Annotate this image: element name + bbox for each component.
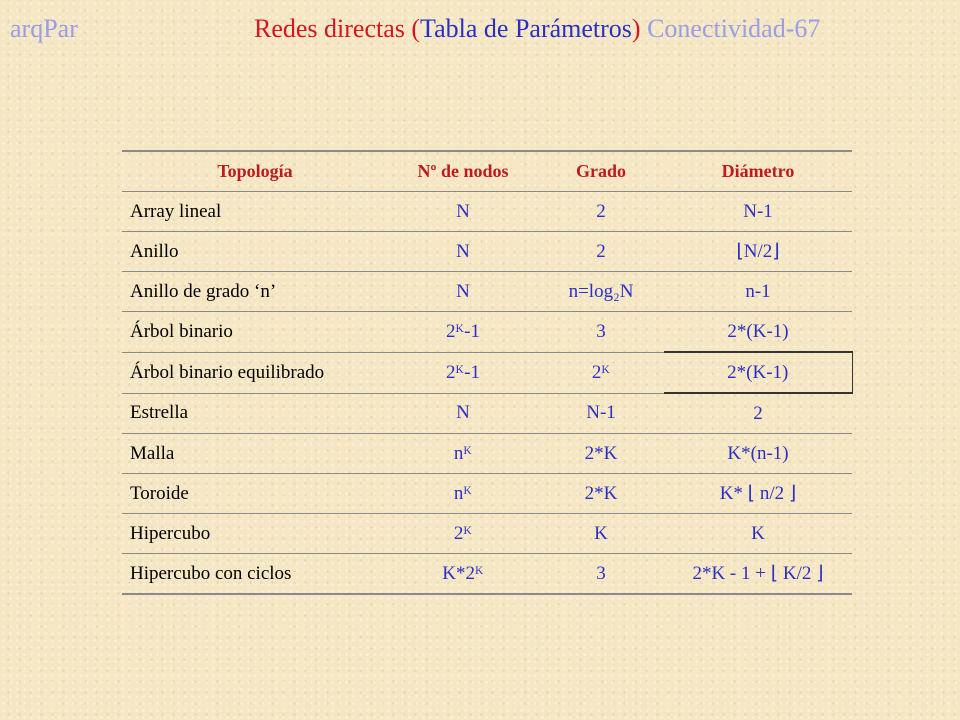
table-row: [122, 393, 852, 434]
cell-diameter: K*(n-1): [664, 434, 852, 474]
cell-degree: 2: [538, 192, 664, 232]
cell-degree: 2*K: [538, 434, 664, 474]
cell-nodes: nᴷ: [388, 434, 538, 474]
cell-degree: 2ᴷ: [538, 352, 664, 393]
title-part-2: Tabla de Parámetros: [420, 14, 632, 43]
cell-nodes: K*2ᴷ: [388, 554, 538, 595]
cell-topology: Hipercubo con ciclos: [122, 554, 388, 595]
cell-topology: Árbol binario equilibrado: [122, 352, 388, 393]
cell-nodes: N: [388, 232, 538, 272]
cell-nodes: 2ᴷ-1: [388, 312, 538, 353]
cell-nodes: 2ᴷ: [388, 514, 538, 554]
column-header-topology: Topología: [122, 151, 388, 192]
cell-diameter: K* ⌊ n/2 ⌋: [664, 474, 852, 514]
table-row: [122, 312, 852, 353]
cell-nodes: N: [388, 192, 538, 232]
table-header-row: [122, 151, 852, 192]
table-row: [122, 232, 852, 272]
cell-diameter: n-1: [664, 272, 852, 312]
table-row: [122, 192, 852, 232]
table-row: [122, 514, 852, 554]
column-header-nodes: Nº de nodos: [388, 151, 538, 192]
cell-degree: 3: [538, 312, 664, 353]
header-course-label: arqPar: [10, 14, 78, 43]
cell-diameter: ⌊N/2⌋: [664, 232, 852, 272]
cell-topology: Malla: [122, 434, 388, 474]
cell-degree: 3: [538, 554, 664, 595]
table-row: [122, 352, 852, 393]
header-section-label: Conectividad-67: [647, 14, 821, 43]
cell-topology: Anillo de grado ‘n’: [122, 272, 388, 312]
table-row: [122, 272, 852, 312]
cell-nodes: 2ᴷ-1: [388, 352, 538, 393]
parameters-table: [122, 150, 853, 595]
title-part-3: ): [631, 14, 641, 43]
cell-degree: N-1: [538, 393, 664, 434]
title-part-1: Redes directas (: [254, 14, 421, 43]
cell-nodes: N: [388, 272, 538, 312]
cell-degree: n=log₂N: [538, 272, 664, 312]
cell-degree: 2: [538, 232, 664, 272]
table-row: [122, 554, 852, 595]
cell-diameter: N-1: [664, 192, 852, 232]
cell-topology: Anillo: [122, 232, 388, 272]
column-header-degree: Grado: [538, 151, 664, 192]
cell-degree: 2*K: [538, 474, 664, 514]
cell-topology: Toroide: [122, 474, 388, 514]
cell-diameter: 2*K - 1 + ⌊ K/2 ⌋: [664, 554, 852, 595]
cell-diameter: 2: [664, 393, 852, 434]
cell-nodes: nᴷ: [388, 474, 538, 514]
slide-title: [254, 14, 820, 44]
cell-nodes: N: [388, 393, 538, 434]
cell-topology: Array lineal: [122, 192, 388, 232]
cell-topology: Estrella: [122, 393, 388, 434]
cell-diameter: K: [664, 514, 852, 554]
cell-diameter: 2*(K-1): [664, 352, 852, 393]
cell-topology: Árbol binario: [122, 312, 388, 353]
cell-diameter: 2*(K-1): [664, 312, 852, 353]
slide-header: [10, 14, 950, 54]
table-row: [122, 434, 852, 474]
table-row: [122, 474, 852, 514]
cell-degree: K: [538, 514, 664, 554]
cell-topology: Hipercubo: [122, 514, 388, 554]
column-header-diameter: Diámetro: [664, 151, 852, 192]
